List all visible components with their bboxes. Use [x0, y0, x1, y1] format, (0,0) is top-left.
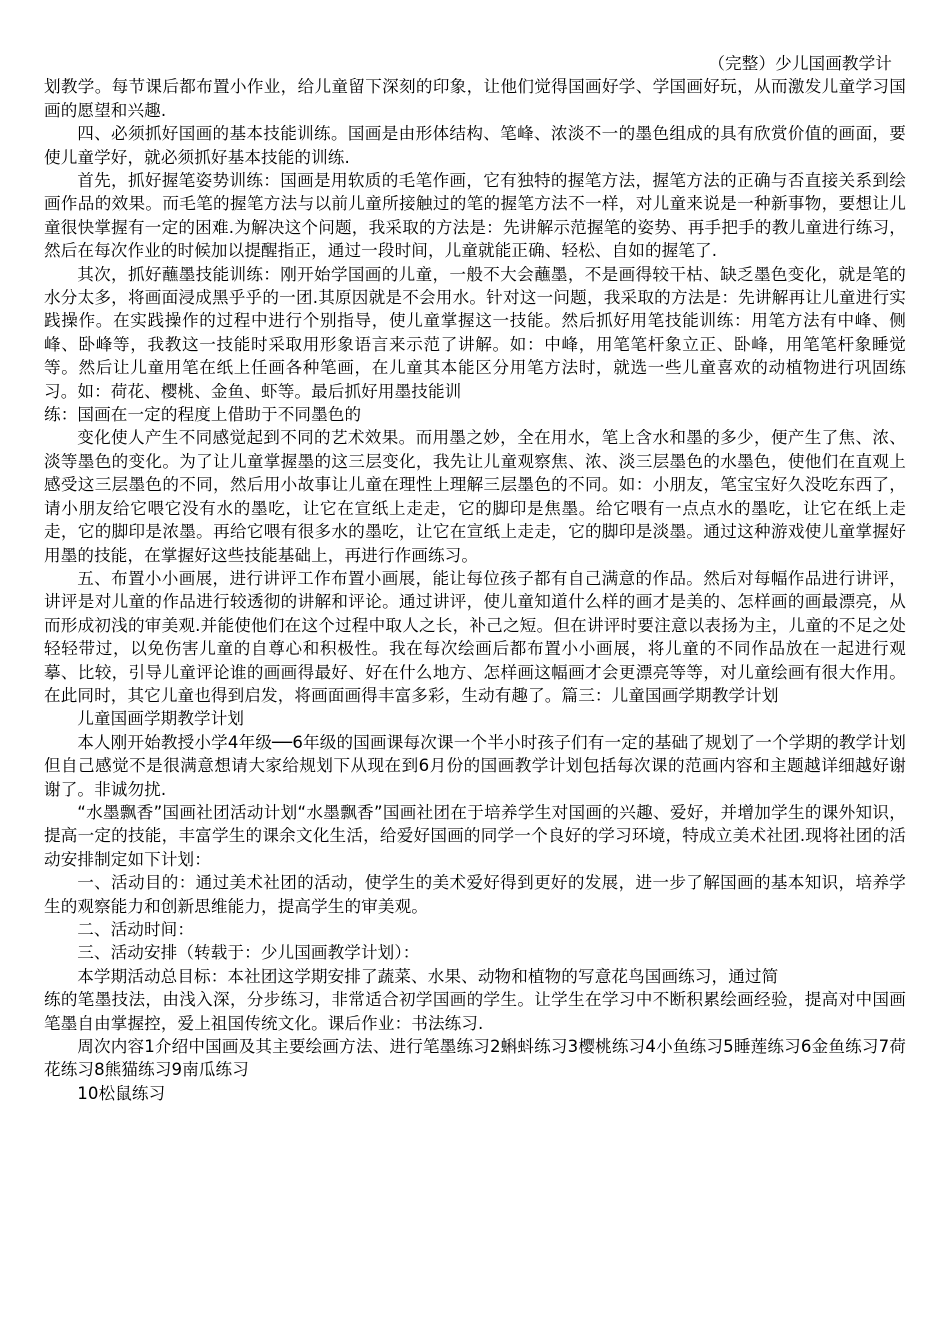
paragraph-semester-goal-cont: 练的笔墨技法，由浅入深，分步练习，非常适合初学国画的学生。让学生在学习中不断积累绘画经验，提高对中国画笔墨自由掌握控，爱上祖国传统文化。课后作业：书法练习.: [44, 990, 906, 1033]
paragraph-exhibition: 五、布置小小画展，进行讲评工作布置小画展，能让每位孩子都有自己满意的作品。然后对每幅作品进行讲评，讲评是对儿童的作品进行较透彻的讲解和评论。通过讲评，使儿童知道什么样的画才是美的、怎样画的画最漂亮，从而形成初浅的审美观.并能使他们在这个过程中取人之长，补己之短。但在讲评时要注意以表扬为主，儿童的不足之处轻轻带过，以免伤害儿童的自尊心和积极性。我在每次绘画后都布置小小画展，将儿童的不同作品放在一起进行观摹、比较，引导儿童评论谁的画画得最好、好在什么地方、怎样画这幅画才会更漂亮等等，对儿童绘画有很大作用。在此同时，其它儿童也得到启发，将画面画得丰富多彩，生动有趣了。篇三：儿童国画学期教学计划: [44, 568, 906, 705]
paragraph-section-title: 儿童国画学期教学计划: [77, 709, 245, 729]
paragraph-ink-shades: 变化使人产生不同感觉起到不同的艺术效果。而用墨之妙，全在用水，笔上含水和墨的多少，便产生了焦、浓、淡等墨色的变化。为了让儿童掌握墨的这三层变化，我先让儿童观察焦、浓、淡三层墨色的水墨色，使他们在直观上感受这三层墨色的不同，然后用小故事让儿童在理性上理解三层墨色的不同。如：小朋友，笔宝宝好久没吃东西了，请小朋友给它喂它没有水的墨吃，让它在宣纸上走走，它的脚印是焦墨。给它喂有一点点水的墨吃，让它在纸上走走，它的脚印是浓墨。再给它喂有很多水的墨吃，让它在宣纸上走走，它的脚印是淡墨。通过这种游戏使儿童掌握好用墨的技能，在掌握好这些技能基础上，再进行作画练习。: [44, 428, 906, 565]
paragraph-activity-time: 二、活动时间：: [77, 920, 195, 940]
paragraph-skill-training: 四、必须抓好国画的基本技能训练。国画是由形体结构、笔峰、浓淡不一的墨色组成的具有欣赏价值的画面，要使儿童学好，就必须抓好基本技能的训练.: [44, 124, 906, 167]
page-header-title: （完整）少儿国画教学计: [708, 54, 892, 73]
paragraph-ink-intro: 练：国画在一定的程度上借助于不同墨色的: [44, 405, 362, 425]
paragraph-activity-arrangement: 三、活动安排（转载于：少儿国画教学计划）：: [77, 943, 420, 963]
paragraph-teacher-request: 本人刚开始教授小学4年级──6年级的国画课每次课一个半小时孩子们有一定的基础了规划了一个学期的教学计划但自己感觉不是很满意想请大家给规划下从现在到6月份的国画教学计划包括每次课的范画内容和主题越详细越好谢谢了。非诚勿扰.: [44, 732, 906, 799]
document-page: [44, 52, 906, 1105]
paragraph-brush-grip: 首先，抓好握笔姿势训练：国画是用软质的毛笔作画，它有独特的握笔方法，握笔方法的正确与否直接关系到绘画作品的效果。而毛笔的握笔方法与以前儿童所接触过的笔的握笔方法不一样，对儿童来说是一种新事物，要想让儿童很快掌握有一定的困难.为解决这个问题，我采取的方法是：先讲解示范握笔的姿势、再手把手的教儿童进行练习，然后在每次作业的时候加以提醒指正，通过一段时间，儿童就能正确、轻松、自如的握笔了.: [44, 171, 906, 261]
paragraph-activity-goal: 一、活动目的：通过美术社团的活动，使学生的美术爱好得到更好的发展，进一步了解国画的基本知识，培养学生的观察能力和创新思维能力，提高学生的审美观。: [44, 873, 906, 916]
paragraph-continuation: 划教学。每节课后都布置小作业，给儿童留下深刻的印象，让他们觉得国画好学、学国画好玩，从而激发儿童学习国画的愿望和兴趣.: [44, 77, 906, 120]
paragraph-ink-dipping: 其次，抓好蘸墨技能训练：刚开始学国画的儿童，一般不大会蘸墨，不是画得较干枯、缺乏墨色变化，就是笔的水分太多，将画面浸成黑乎乎的一团.其原因就是不会用水。针对这一问题，我采取的方法是：先讲解再让儿童进行实践操作。在实践操作的过程中进行个别指导，使儿童掌握这一技能。然后抓好用笔技能训练：用笔方法有中峰、侧峰、卧峰等，我教这一技能时采取用形象语言来示范了讲解。如：中峰，用笔笔杆象立正、卧峰，用笔笔杆象睡觉等。然后让儿童用笔在纸上任画各种笔画，在儿童其本能区分用笔方法时，就选一些儿童喜欢的动植物进行巩固练习。如：荷花、樱桃、金鱼、虾等。最后抓好用墨技能训: [44, 264, 906, 401]
paragraph-club-plan: “水墨飘香”国画社团活动计划“水墨飘香”国画社团在于培养学生对国画的兴趣、爱好，并增加学生的课外知识，提高一定的技能，丰富学生的课余文化生活，给爱好国画的同学一个良好的学习环境，特成立美术社团.现将社团的活动安排制定如下计划：: [44, 802, 906, 869]
paragraph-semester-goal: 本学期活动总目标：本社团这学期安排了蔬菜、水果、动物和植物的写意花鸟国画练习，通过简: [77, 966, 779, 986]
paragraph-week-10: 10松鼠练习: [77, 1083, 166, 1103]
paragraph-weekly-content: 周次内容1介绍中国画及其主要绘画方法、进行笔墨练习2蝌蚪练习3樱桃练习4小鱼练习5睡莲练习6金鱼练习7荷花练习8熊猫练习9南瓜练习: [44, 1037, 906, 1080]
